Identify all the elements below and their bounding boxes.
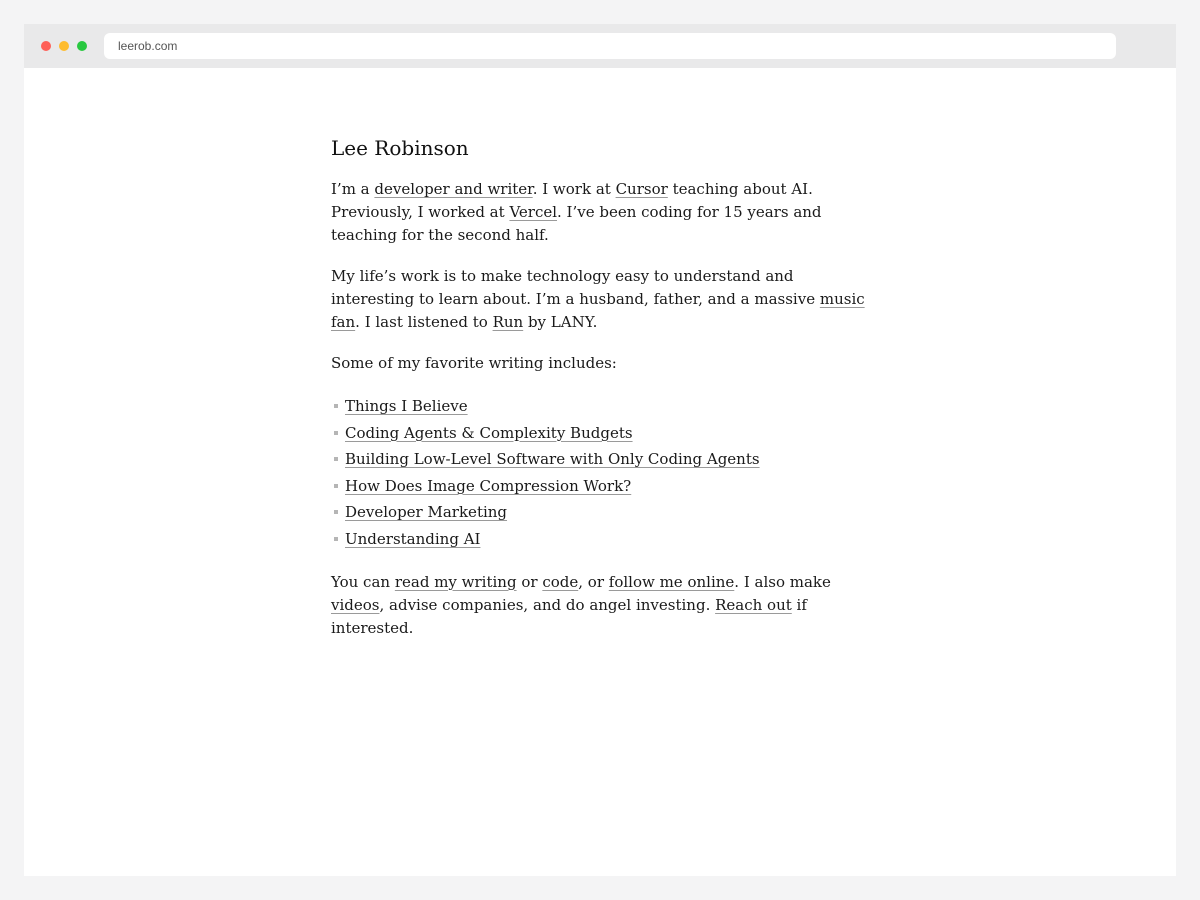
- intro-text: . I work at: [532, 180, 616, 198]
- intro-text: teaching about AI. Previously, I worked at: [331, 180, 813, 221]
- outro-paragraph: [331, 571, 871, 640]
- favorites-intro: Some of my favorite writing includes:: [331, 354, 617, 372]
- maximize-window-button[interactable]: [77, 41, 87, 51]
- favorite-writing-list: [331, 393, 871, 553]
- list-item: [331, 499, 871, 526]
- intro-text: . I’ve been coding for 15 years and teaching for the second half.: [331, 203, 822, 244]
- minimize-window-button[interactable]: [59, 41, 69, 51]
- favorite-post-link[interactable]: Things I Believe: [345, 397, 468, 415]
- favorite-post-link[interactable]: How Does Image Compression Work?: [345, 476, 632, 495]
- vercel-link[interactable]: Vercel: [509, 203, 558, 221]
- list-item: [331, 420, 871, 447]
- outro-text: or: [516, 572, 543, 591]
- follow-me-online-link[interactable]: follow me online: [608, 572, 735, 591]
- address-bar[interactable]: leerob.com: [104, 33, 1116, 59]
- outro-text: . I also make: [734, 572, 831, 591]
- favorite-post-link[interactable]: Coding Agents & Complexity Budgets: [345, 423, 633, 442]
- run-song-link[interactable]: Run: [492, 313, 524, 331]
- intro-paragraph: [331, 178, 871, 247]
- favorite-post-link[interactable]: Building Low-Level Software with Only Coding Agents: [345, 450, 760, 469]
- main-content: [331, 134, 871, 658]
- browser-window: [24, 24, 1176, 876]
- list-item: [331, 473, 871, 500]
- mission-text: . I last listened to: [355, 313, 493, 331]
- videos-link[interactable]: videos: [331, 595, 380, 614]
- music-fan-link[interactable]: music fan: [331, 290, 865, 331]
- mission-text: by LANY.: [523, 313, 598, 331]
- outro-text: , advise companies, and do angel investing.: [379, 595, 716, 614]
- developer-and-writer-link[interactable]: developer and writer: [374, 180, 533, 198]
- outro-text: if interested.: [331, 595, 807, 637]
- outro-text: , or: [578, 572, 609, 591]
- favorite-post-link[interactable]: Understanding AI: [345, 529, 481, 548]
- code-link[interactable]: code: [542, 572, 579, 591]
- reach-out-link[interactable]: Reach out: [715, 595, 792, 614]
- list-item: [331, 526, 871, 553]
- list-item: [331, 446, 871, 473]
- close-window-button[interactable]: [41, 41, 51, 51]
- intro-text: I’m a: [331, 180, 375, 198]
- mission-text: My life’s work is to make technology easy to understand and interesting to learn about. I’m a husband, father, and a massive: [331, 267, 820, 308]
- list-item: [331, 393, 871, 420]
- outro-text: You can: [331, 572, 395, 591]
- favorite-post-link[interactable]: Developer Marketing: [345, 503, 508, 522]
- browser-titlebar: [24, 24, 1176, 68]
- cursor-link[interactable]: Cursor: [615, 180, 668, 198]
- page-title: Lee Robinson: [331, 136, 469, 160]
- mission-paragraph: [331, 265, 871, 334]
- read-my-writing-link[interactable]: read my writing: [394, 572, 517, 591]
